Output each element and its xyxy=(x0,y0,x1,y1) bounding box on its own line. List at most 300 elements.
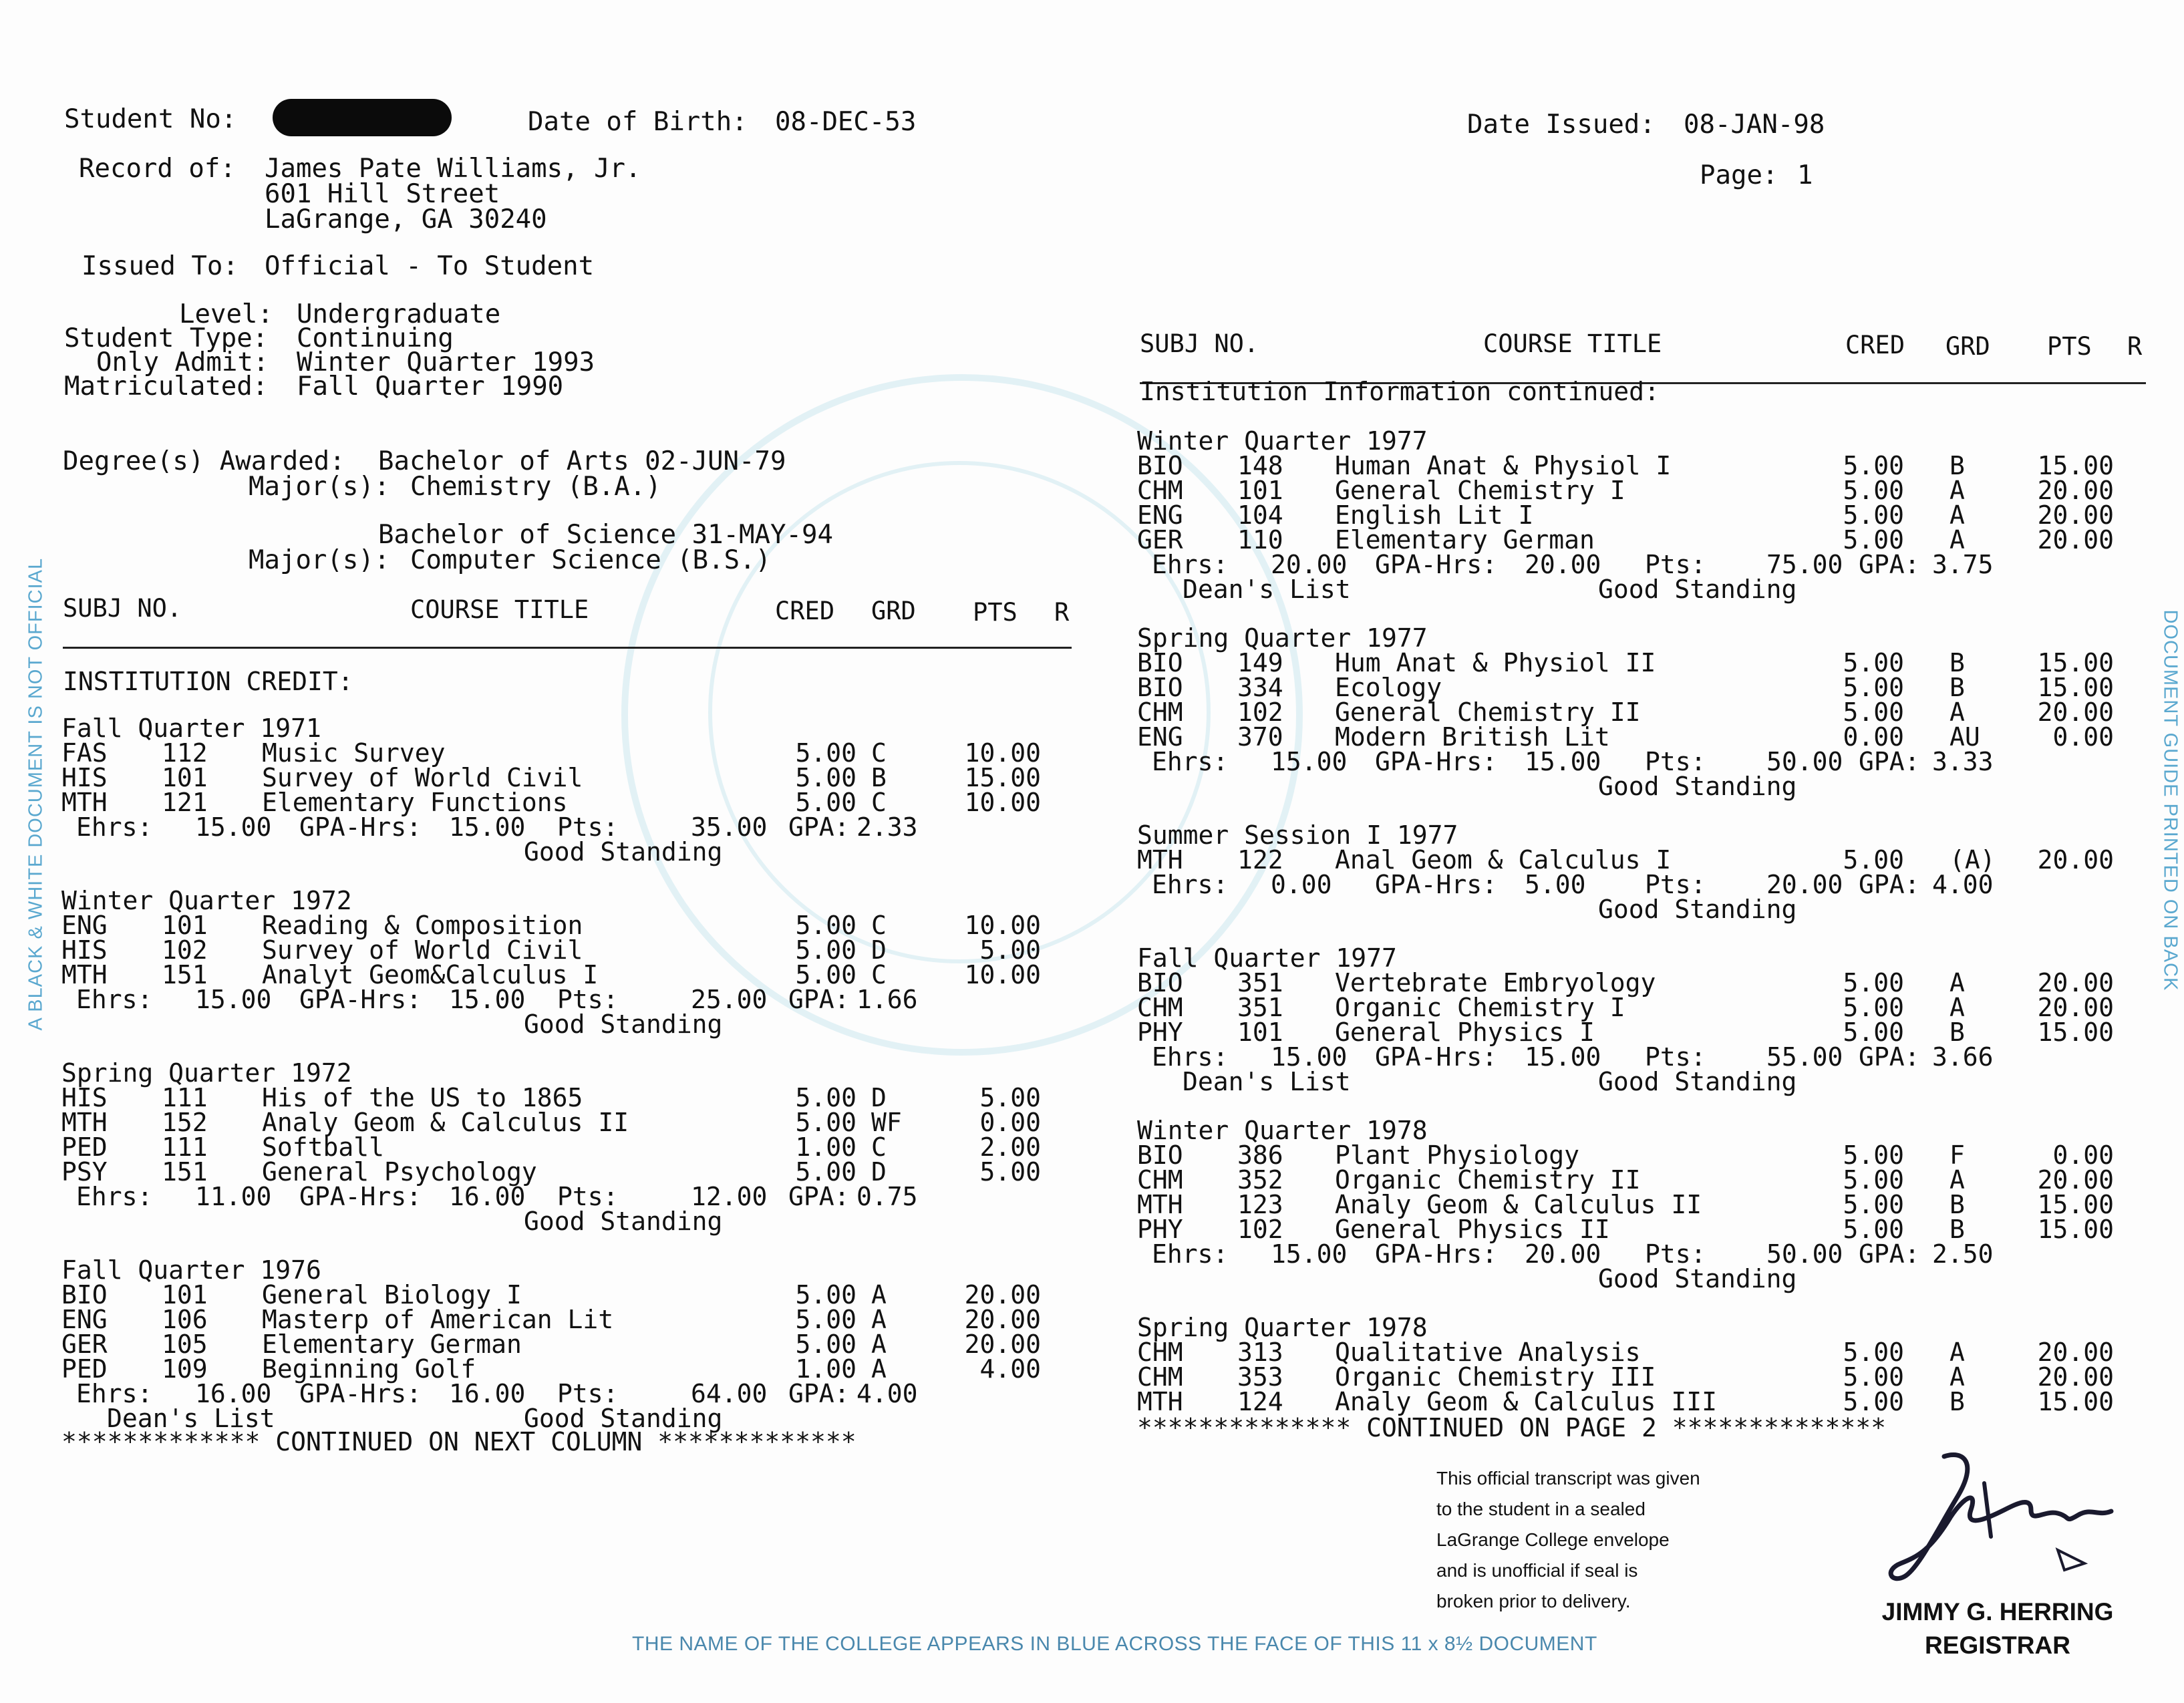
left-col-subj-no: SUBJ NO. xyxy=(63,594,182,623)
ehrs-label: Ehrs: xyxy=(1152,870,1229,899)
registrar-signature xyxy=(1864,1436,2145,1603)
majors-label-1: Major(s): xyxy=(249,472,390,502)
course-grd: AU xyxy=(1949,722,1980,752)
course-grd: C xyxy=(871,960,887,989)
term-standing-row xyxy=(61,1012,1104,1037)
course-subj: CHM xyxy=(1137,698,1183,727)
academic-standing: Good Standing xyxy=(524,837,723,867)
gpa-hrs-value: 15.00 xyxy=(449,985,526,1014)
term-block xyxy=(1137,1315,2166,1414)
course-no: 122 xyxy=(1237,845,1283,875)
course-no: 352 xyxy=(1237,1165,1283,1195)
pts-label: Pts: xyxy=(557,812,619,842)
academic-standing: Good Standing xyxy=(1598,575,1797,604)
course-pts: 20.00 xyxy=(964,1305,1041,1334)
course-row xyxy=(1137,968,2166,997)
seal-note-line-4: and is unofficial if seal is xyxy=(1436,1560,1638,1581)
issued-to-value: Official - To Student xyxy=(265,251,595,281)
course-row xyxy=(61,1354,1104,1384)
date-issued-label: Date Issued: xyxy=(1467,110,1656,140)
term-name: Spring Quarter 1977 xyxy=(1137,623,1428,653)
course-row xyxy=(61,790,1104,815)
left-col-r: R xyxy=(1054,598,1070,627)
course-grd: B xyxy=(1949,1018,1965,1047)
course-pts: 20.00 xyxy=(2037,698,2114,727)
course-pts: 20.00 xyxy=(2037,845,2114,875)
right-col-pts: PTS xyxy=(2047,332,2092,361)
pts-label: Pts: xyxy=(1645,870,1706,899)
course-subj: BIO xyxy=(1137,451,1183,480)
course-pts: 0.00 xyxy=(979,1108,1041,1137)
student-type-value: Continuing xyxy=(297,323,454,353)
course-row xyxy=(1137,500,2166,530)
term-title xyxy=(61,886,1104,915)
gpa-label: GPA: xyxy=(788,985,850,1014)
course-subj: FAS xyxy=(61,738,108,768)
ehrs-label: Ehrs: xyxy=(1152,1239,1229,1269)
course-row xyxy=(1137,1362,2166,1392)
pts-total-value: 35.00 xyxy=(691,812,768,842)
term-summary-row xyxy=(61,987,1104,1012)
course-grd: B xyxy=(1949,451,1965,480)
course-no: 101 xyxy=(162,763,208,792)
ehrs-value: 15.00 xyxy=(195,985,272,1014)
course-no: 111 xyxy=(162,1083,208,1112)
course-no: 105 xyxy=(162,1330,208,1359)
seal-note xyxy=(1436,1463,1700,1617)
course-grd: C xyxy=(871,1132,887,1162)
record-of-label: Record of: xyxy=(79,154,236,184)
course-pts: 10.00 xyxy=(964,960,1041,989)
course-title: Elementary German xyxy=(1335,525,1595,555)
pts-total-value: 64.00 xyxy=(691,1379,768,1408)
course-subj: ENG xyxy=(61,911,108,940)
course-title: Human Anat & Physiol I xyxy=(1335,451,1672,480)
term-title xyxy=(1137,623,2166,653)
ehrs-value: 15.00 xyxy=(1271,747,1348,776)
course-subj: PHY xyxy=(1137,1215,1183,1244)
course-grd: (A) xyxy=(1949,845,1996,875)
course-row xyxy=(61,1110,1104,1135)
term-block xyxy=(1137,820,2166,924)
course-title: Beginning Golf xyxy=(262,1354,476,1384)
term-name: Winter Quarter 1978 xyxy=(1137,1116,1428,1145)
course-row xyxy=(61,935,1104,965)
course-pts: 20.00 xyxy=(2037,525,2114,555)
course-pts: 10.00 xyxy=(964,738,1041,768)
term-title xyxy=(61,1058,1104,1088)
course-title: Music Survey xyxy=(262,738,446,768)
page-number: 1 xyxy=(1797,160,1813,190)
only-admit-value: Winter Quarter 1993 xyxy=(297,347,595,377)
course-subj: GER xyxy=(1137,525,1183,555)
course-pts: 15.00 xyxy=(2037,1190,2114,1219)
term-title xyxy=(61,716,1104,741)
term-standing-row xyxy=(1137,897,2166,922)
gpa-hrs-label: GPA-Hrs: xyxy=(1375,747,1498,776)
gpa-hrs-label: GPA-Hrs: xyxy=(1375,1042,1498,1072)
course-no: 151 xyxy=(162,960,208,989)
course-cred: 5.00 xyxy=(1843,968,1904,997)
course-pts: 4.00 xyxy=(979,1354,1041,1384)
course-subj: GER xyxy=(61,1330,108,1359)
honor-list: Dean's List xyxy=(107,1404,275,1433)
address-line-2: LaGrange, GA 30240 xyxy=(265,204,547,235)
academic-standing: Good Standing xyxy=(1598,1067,1797,1096)
course-subj: BIO xyxy=(1137,673,1183,702)
pts-total-value: 55.00 xyxy=(1766,1042,1843,1072)
course-grd: C xyxy=(871,911,887,940)
seal-note-line-3: LaGrange College envelope xyxy=(1436,1529,1670,1550)
course-pts: 20.00 xyxy=(2037,993,2114,1022)
course-cred: 5.00 xyxy=(1843,451,1904,480)
right-vertical-notice: DOCUMENT GUIDE PRINTED ON BACK xyxy=(2159,609,2181,991)
course-grd: A xyxy=(1949,500,1965,530)
course-subj: BIO xyxy=(61,1280,108,1309)
course-title: Ecology xyxy=(1335,673,1442,702)
term-standing-row xyxy=(1137,774,2166,799)
course-title: General Chemistry I xyxy=(1335,476,1625,505)
term-summary-row xyxy=(1137,550,2166,579)
course-title: Qualitative Analysis xyxy=(1335,1338,1641,1367)
pts-label: Pts: xyxy=(557,985,619,1014)
term-block xyxy=(1137,1118,2166,1291)
course-pts: 0.00 xyxy=(2052,722,2114,752)
continued-marker: ************** CONTINUED ON PAGE 2 ************** xyxy=(1137,1413,1887,1442)
course-grd: A xyxy=(871,1280,887,1309)
date-issued-value: 08-JAN-98 xyxy=(1684,110,1825,140)
pts-total-value: 12.00 xyxy=(691,1182,768,1211)
major-1: Chemistry (B.A.) xyxy=(410,472,661,502)
course-cred: 1.00 xyxy=(795,1132,856,1162)
majors-label-2: Major(s): xyxy=(249,545,390,575)
gpa-label: GPA: xyxy=(1859,1042,1920,1072)
course-title: Analy Geom & Calculus III xyxy=(1335,1387,1717,1416)
course-title: Elementary Functions xyxy=(262,788,568,817)
ehrs-label: Ehrs: xyxy=(76,985,153,1014)
course-grd: WF xyxy=(871,1108,902,1137)
course-grd: A xyxy=(871,1330,887,1359)
course-pts: 15.00 xyxy=(2037,648,2114,677)
course-grd: A xyxy=(1949,525,1965,555)
course-title: Survey of World Civil xyxy=(262,763,583,792)
course-row xyxy=(1137,1217,2166,1242)
term-name: Winter Quarter 1977 xyxy=(1137,426,1428,456)
ehrs-value: 0.00 xyxy=(1271,870,1332,899)
pts-total-value: 50.00 xyxy=(1766,1239,1843,1269)
gpa-value: 4.00 xyxy=(1932,870,1994,899)
registrar-title: REGISTRAR xyxy=(1925,1632,2070,1659)
course-no: 101 xyxy=(1237,1018,1283,1047)
course-title: General Psychology xyxy=(262,1157,537,1187)
gpa-hrs-label: GPA-Hrs: xyxy=(1375,550,1498,579)
term-summary-row xyxy=(1137,1042,2166,1072)
course-cred: 5.00 xyxy=(795,738,856,768)
course-title: Organic Chemistry I xyxy=(1335,993,1625,1022)
course-grd: B xyxy=(1949,1215,1965,1244)
honor-list: Dean's List xyxy=(1183,575,1351,604)
course-cred: 5.00 xyxy=(795,1157,856,1187)
ehrs-label: Ehrs: xyxy=(1152,747,1229,776)
course-subj: CHM xyxy=(1137,476,1183,505)
course-cred: 5.00 xyxy=(795,1280,856,1309)
course-row xyxy=(1137,675,2166,700)
course-subj: CHM xyxy=(1137,1165,1183,1195)
course-subj: HIS xyxy=(61,1083,108,1112)
course-grd: A xyxy=(871,1354,887,1384)
right-section-title: Institution Information continued: xyxy=(1140,377,1660,406)
level-label: Level: xyxy=(179,299,273,329)
course-cred: 5.00 xyxy=(795,763,856,792)
course-title: Vertebrate Embryology xyxy=(1335,968,1656,997)
right-col-course-title: COURSE TITLE xyxy=(1483,329,1662,358)
student-no-label: Student No: xyxy=(64,104,237,134)
course-row xyxy=(61,1083,1104,1112)
term-block xyxy=(61,1058,1104,1236)
left-col-grd: GRD xyxy=(871,597,916,625)
ehrs-value: 11.00 xyxy=(195,1182,272,1211)
term-summary-row xyxy=(61,812,1104,842)
course-subj: BIO xyxy=(1137,968,1183,997)
seal-note-line-2: to the student in a sealed xyxy=(1436,1499,1646,1519)
course-row xyxy=(61,763,1104,792)
course-pts: 2.00 xyxy=(979,1132,1041,1162)
course-no: 104 xyxy=(1237,500,1283,530)
term-name: Fall Quarter 1976 xyxy=(61,1255,321,1285)
course-no: 121 xyxy=(162,788,208,817)
term-block xyxy=(61,716,1104,865)
course-cred: 5.00 xyxy=(1843,500,1904,530)
term-title xyxy=(1137,1118,2166,1143)
course-subj: PSY xyxy=(61,1157,108,1187)
matriculated-value: Fall Quarter 1990 xyxy=(297,371,564,402)
course-pts: 20.00 xyxy=(2037,1362,2114,1392)
left-col-cred: CRED xyxy=(775,597,835,625)
student-name: James Pate Williams, Jr. xyxy=(265,154,641,184)
course-pts: 15.00 xyxy=(2037,451,2114,480)
course-no: 102 xyxy=(1237,1215,1283,1244)
course-subj: MTH xyxy=(61,788,108,817)
course-row xyxy=(1137,845,2166,875)
gpa-value: 2.50 xyxy=(1932,1239,1994,1269)
course-title: Masterp of American Lit xyxy=(262,1305,614,1334)
pts-label: Pts: xyxy=(557,1379,619,1408)
dob-label: Date of Birth: xyxy=(528,107,748,137)
course-grd: A xyxy=(1949,993,1965,1022)
term-name: Spring Quarter 1972 xyxy=(61,1058,352,1088)
course-title: Organic Chemistry III xyxy=(1335,1362,1656,1392)
registrar-name: JIMMY G. HERRING xyxy=(1881,1598,2114,1625)
course-cred: 5.00 xyxy=(1843,1338,1904,1367)
degree-2: Bachelor of Science 31-MAY-94 xyxy=(378,520,833,550)
ehrs-value: 15.00 xyxy=(1271,1042,1348,1072)
gpa-label: GPA: xyxy=(788,1379,850,1408)
term-name: Fall Quarter 1971 xyxy=(61,714,321,743)
course-subj: BIO xyxy=(1137,1140,1183,1170)
ehrs-label: Ehrs: xyxy=(76,812,153,842)
course-row xyxy=(1137,1387,2166,1416)
course-grd: F xyxy=(1949,1140,1965,1170)
gpa-hrs-value: 20.00 xyxy=(1525,1239,1601,1269)
term-title xyxy=(1137,1315,2166,1340)
course-row xyxy=(1137,1340,2166,1365)
course-cred: 5.00 xyxy=(1843,1018,1904,1047)
left-term-list xyxy=(61,716,1104,1454)
term-name: Summer Session I 1977 xyxy=(1137,820,1458,850)
course-row xyxy=(61,1132,1104,1162)
dob-value: 08-DEC-53 xyxy=(775,107,917,137)
course-grd: A xyxy=(871,1305,887,1334)
course-cred: 0.00 xyxy=(1843,722,1904,752)
course-row xyxy=(61,1280,1104,1309)
course-grd: A xyxy=(1949,476,1965,505)
course-title: Anal Geom & Calculus I xyxy=(1335,845,1672,875)
course-title: General Physics I xyxy=(1335,1018,1595,1047)
course-row xyxy=(1137,1190,2166,1219)
course-pts: 0.00 xyxy=(2052,1140,2114,1170)
right-col-subj-no: SUBJ NO. xyxy=(1140,329,1259,358)
gpa-label: GPA: xyxy=(1859,550,1920,579)
right-term-list xyxy=(1137,426,2166,1442)
course-subj: MTH xyxy=(1137,845,1183,875)
course-pts: 15.00 xyxy=(2037,1387,2114,1416)
term-standing-row xyxy=(1137,1264,2166,1293)
pts-label: Pts: xyxy=(1645,550,1706,579)
pts-label: Pts: xyxy=(557,1182,619,1211)
ehrs-label: Ehrs: xyxy=(76,1182,153,1211)
course-pts: 15.00 xyxy=(2037,1018,2114,1047)
course-pts: 20.00 xyxy=(2037,476,2114,505)
course-no: 109 xyxy=(162,1354,208,1384)
seal-note-line-5: broken prior to delivery. xyxy=(1436,1591,1631,1611)
course-row xyxy=(61,1157,1104,1187)
gpa-hrs-value: 16.00 xyxy=(449,1379,526,1408)
term-summary-row xyxy=(1137,870,2166,899)
gpa-hrs-label: GPA-Hrs: xyxy=(299,1379,422,1408)
gpa-hrs-label: GPA-Hrs: xyxy=(299,985,422,1014)
left-col-course-title: COURSE TITLE xyxy=(410,595,589,624)
course-cred: 5.00 xyxy=(1843,698,1904,727)
course-grd: C xyxy=(871,738,887,768)
course-grd: C xyxy=(871,788,887,817)
academic-standing: Good Standing xyxy=(524,1404,723,1433)
course-no: 151 xyxy=(162,1157,208,1187)
term-title xyxy=(1137,820,2166,850)
course-subj: ENG xyxy=(1137,722,1183,752)
gpa-hrs-label: GPA-Hrs: xyxy=(299,1182,422,1211)
course-no: 351 xyxy=(1237,993,1283,1022)
course-row xyxy=(1137,648,2166,677)
left-col-rule xyxy=(63,647,1072,649)
course-title: English Lit I xyxy=(1335,500,1534,530)
gpa-label: GPA: xyxy=(788,1182,850,1211)
term-standing-row xyxy=(61,837,1104,867)
address-line-1: 601 Hill Street xyxy=(265,179,500,209)
course-grd: D xyxy=(871,1157,887,1187)
course-row xyxy=(1137,1020,2166,1045)
term-title xyxy=(1137,943,2166,973)
course-cred: 5.00 xyxy=(795,788,856,817)
course-pts: 5.00 xyxy=(979,1083,1041,1112)
course-no: 102 xyxy=(1237,698,1283,727)
right-col-cred: CRED xyxy=(1845,331,1905,359)
course-subj: HIS xyxy=(61,763,108,792)
course-pts: 20.00 xyxy=(2037,500,2114,530)
course-no: 313 xyxy=(1237,1338,1283,1367)
course-cred: 5.00 xyxy=(1843,1215,1904,1244)
course-row xyxy=(1137,1165,2166,1195)
course-subj: PHY xyxy=(1137,1018,1183,1047)
course-grd: B xyxy=(1949,1190,1965,1219)
course-row xyxy=(61,960,1104,989)
course-row xyxy=(1137,525,2166,555)
course-subj: ENG xyxy=(1137,500,1183,530)
term-name: Fall Quarter 1977 xyxy=(1137,943,1397,973)
course-cred: 5.00 xyxy=(795,911,856,940)
course-cred: 5.00 xyxy=(795,1305,856,1334)
course-no: 334 xyxy=(1237,673,1283,702)
term-title xyxy=(1137,426,2166,456)
course-cred: 5.00 xyxy=(1843,845,1904,875)
gpa-hrs-label: GPA-Hrs: xyxy=(1375,1239,1498,1269)
left-col-pts: PTS xyxy=(973,598,1018,627)
pts-total-value: 20.00 xyxy=(1766,870,1843,899)
course-grd: B xyxy=(1949,648,1965,677)
course-pts: 15.00 xyxy=(2037,1215,2114,1244)
term-block xyxy=(1137,943,2166,1096)
course-subj: BIO xyxy=(1137,648,1183,677)
course-cred: 5.00 xyxy=(1843,1362,1904,1392)
course-pts: 20.00 xyxy=(2037,1338,2114,1367)
course-no: 111 xyxy=(162,1132,208,1162)
term-summary-row xyxy=(61,1379,1104,1408)
gpa-value: 4.00 xyxy=(856,1379,918,1408)
course-row xyxy=(61,1332,1104,1357)
course-pts: 15.00 xyxy=(2037,673,2114,702)
course-cred: 5.00 xyxy=(1843,1190,1904,1219)
course-title: Reading & Composition xyxy=(262,911,583,940)
term-block xyxy=(61,886,1104,1039)
course-cred: 5.00 xyxy=(1843,1387,1904,1416)
issued-to-label: Issued To: xyxy=(82,251,239,281)
course-cred: 5.00 xyxy=(1843,1140,1904,1170)
course-subj: MTH xyxy=(1137,1387,1183,1416)
matriculated-label: Matriculated: xyxy=(64,371,269,402)
gpa-hrs-label: GPA-Hrs: xyxy=(1375,870,1498,899)
pts-label: Pts: xyxy=(1645,1239,1706,1269)
term-standing-row xyxy=(1137,1067,2166,1096)
course-title: Softball xyxy=(262,1132,385,1162)
course-title: Analy Geom & Calculus II xyxy=(1335,1190,1702,1219)
degrees-label: Degree(s) Awarded: xyxy=(63,446,345,476)
student-type-label: Student Type: xyxy=(64,323,269,353)
course-cred: 5.00 xyxy=(1843,1165,1904,1195)
course-no: 149 xyxy=(1237,648,1283,677)
course-pts: 10.00 xyxy=(964,911,1041,940)
course-grd: D xyxy=(871,935,887,965)
course-row xyxy=(1137,995,2166,1020)
course-pts: 15.00 xyxy=(964,763,1041,792)
course-row xyxy=(61,1307,1104,1332)
pts-total-value: 75.00 xyxy=(1766,550,1843,579)
course-title: His of the US to 1865 xyxy=(262,1083,583,1112)
term-title xyxy=(61,1255,1104,1285)
pts-total-value: 25.00 xyxy=(691,985,768,1014)
course-row xyxy=(1137,722,2166,752)
course-subj: MTH xyxy=(61,1108,108,1137)
gpa-hrs-value: 15.00 xyxy=(1525,1042,1601,1072)
term-name: Winter Quarter 1972 xyxy=(61,886,352,915)
